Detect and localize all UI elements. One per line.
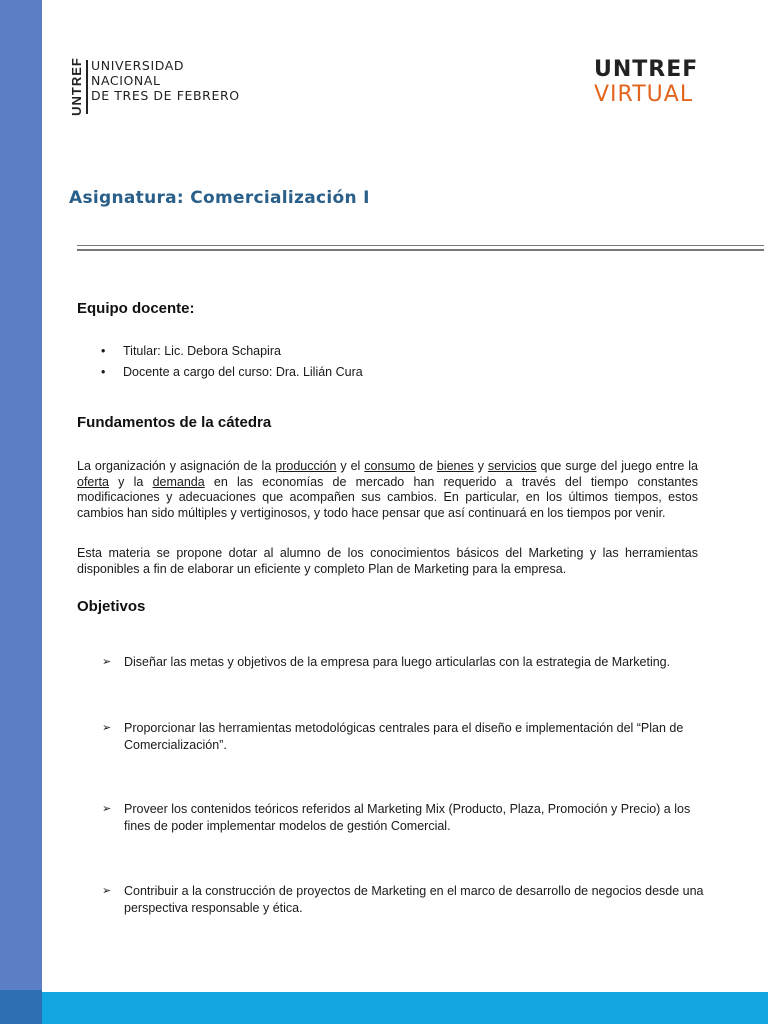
- untref-virtual-logo: [594, 58, 698, 108]
- link-oferta[interactable]: oferta: [77, 474, 109, 489]
- fundamentos-heading: Fundamentos de la cátedra: [77, 414, 272, 431]
- logo-vertical-text: UNTREF: [68, 57, 84, 116]
- arrow-bullet-icon: ➢: [102, 885, 112, 897]
- link-produccion[interactable]: producción: [275, 459, 337, 473]
- objetivos-heading: Objetivos: [77, 598, 146, 615]
- link-bienes[interactable]: bienes: [436, 459, 474, 473]
- fundamentos-paragraph-1: La organización y asignación de la producción y el consumo de bienes y servicios que surge del juego entre la oferta y la demanda en las economías de mercado han requerido a través del tiempo constantes modificaciones y adecuaciones que acompañen sus cambios. En particular, en los últimos tiempos, estos cambios han sido múltiples y vertiginosos, y todo hace pensar que así continuará en los tiempos por venir.: [77, 459, 698, 520]
- title-divider-line: [77, 249, 764, 251]
- bullet-icon: •: [101, 365, 106, 379]
- link-demanda[interactable]: demanda: [152, 474, 205, 489]
- logo-line: NACIONAL: [91, 73, 161, 88]
- title-divider-line: [77, 245, 764, 246]
- arrow-bullet-icon: ➢: [102, 803, 112, 815]
- left-accent-bar-bottom: [0, 990, 42, 1024]
- logo-line: DE TRES DE FEBRERO: [91, 88, 240, 103]
- team-heading: Equipo docente:: [77, 300, 195, 317]
- arrow-bullet-icon: ➢: [102, 656, 112, 668]
- logo-virtual-text: VIRTUAL: [594, 82, 694, 107]
- logo-line: UNIVERSIDAD: [91, 58, 185, 73]
- bottom-accent-bar: [42, 992, 768, 1024]
- logo-divider: [86, 60, 88, 114]
- bullet-icon: •: [101, 344, 106, 358]
- logo-university-name: [91, 58, 240, 103]
- arrow-bullet-icon: ➢: [102, 722, 112, 734]
- link-consumo[interactable]: consumo: [364, 459, 416, 473]
- fundamentos-paragraph-2: Esta materia se propone dotar al alumno de los conocimientos básicos del Marketing y las herramientas disponibles a fin de elaborar un eficiente y completo Plan de Marketing para la empresa.: [77, 546, 698, 576]
- left-accent-bar: [0, 0, 42, 1024]
- course-title: Asignatura: Comercialización I: [69, 188, 370, 208]
- link-servicios[interactable]: servicios: [487, 459, 537, 473]
- logo-untref-text: UNTREF: [594, 57, 699, 82]
